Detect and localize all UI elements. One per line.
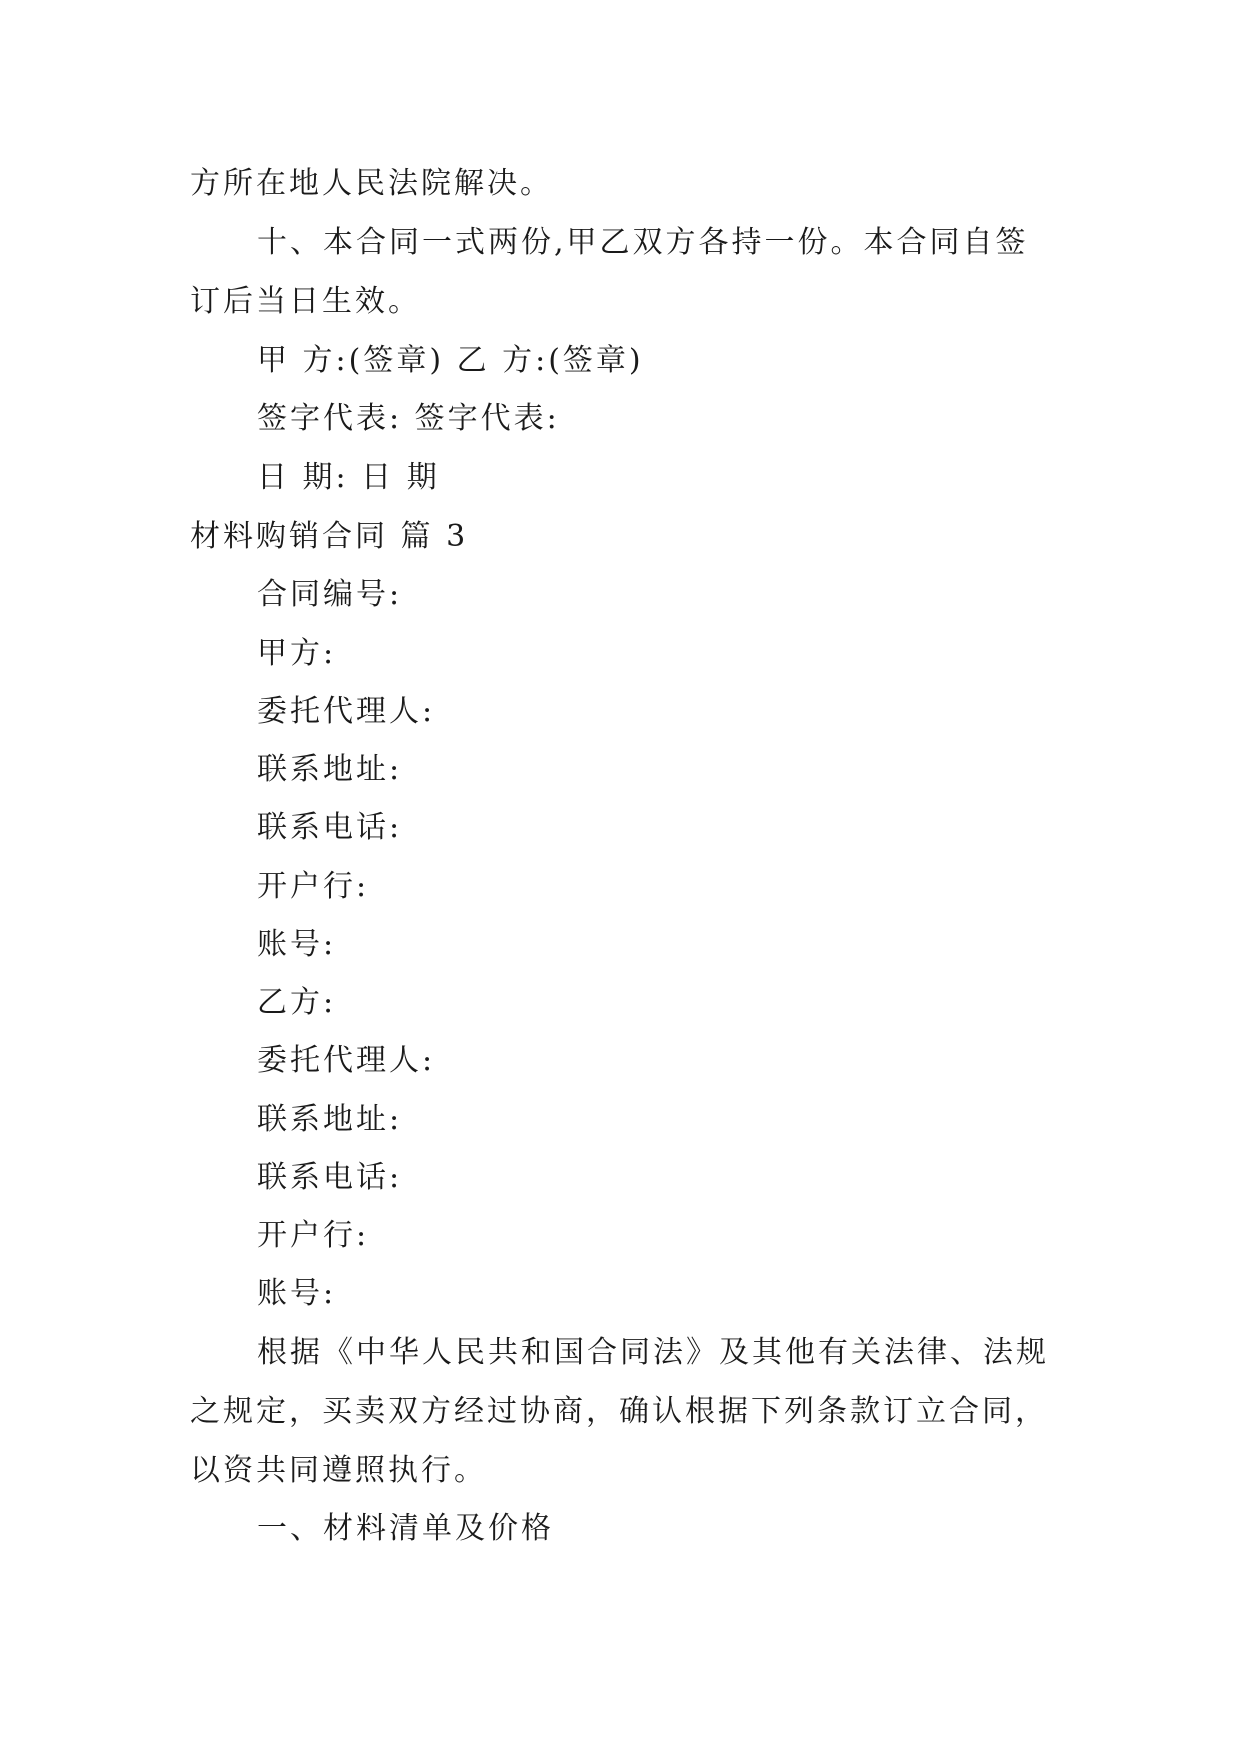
preamble-line: 根据《中华人民共和国合同法》及其他有关法律、法规 [257, 1335, 1049, 1370]
date-line: 日 期: 日 期 [257, 460, 440, 495]
party-a-bank-field: 开户行: [257, 869, 370, 904]
party-a-phone-field: 联系电话: [257, 810, 403, 845]
party-a-address-field: 联系地址: [257, 752, 403, 787]
preamble-line: 之规定，买卖双方经过协商，确认根据下列条款订立合同， [190, 1394, 1048, 1429]
party-a-agent-field: 委托代理人: [257, 694, 436, 729]
paragraph-line: 方所在地人民法院解决。 [190, 166, 553, 201]
party-b-agent-field: 委托代理人: [257, 1043, 436, 1078]
party-b-bank-field: 开户行: [257, 1218, 370, 1253]
section-heading: 材料购销合同 篇 3 [190, 519, 469, 554]
party-b-field: 乙方: [257, 985, 337, 1020]
party-b-phone-field: 联系电话: [257, 1160, 403, 1195]
paragraph-line: 订后当日生效。 [190, 284, 421, 319]
party-b-address-field: 联系地址: [257, 1102, 403, 1137]
preamble-line: 以资共同遵照执行。 [190, 1453, 487, 1488]
clause-heading: 一、材料清单及价格 [257, 1511, 554, 1546]
clause-ten-line: 十、本合同一式两份,甲乙双方各持一份。本合同自签 [257, 225, 1029, 260]
party-a-field: 甲方: [257, 636, 337, 671]
contract-number-field: 合同编号: [257, 577, 403, 612]
party-b-account-field: 账号: [257, 1276, 337, 1311]
party-a-account-field: 账号: [257, 927, 337, 962]
representative-line: 签字代表: 签字代表: [257, 401, 560, 436]
signature-line: 甲 方:(签章) 乙 方:(签章) [257, 343, 644, 378]
